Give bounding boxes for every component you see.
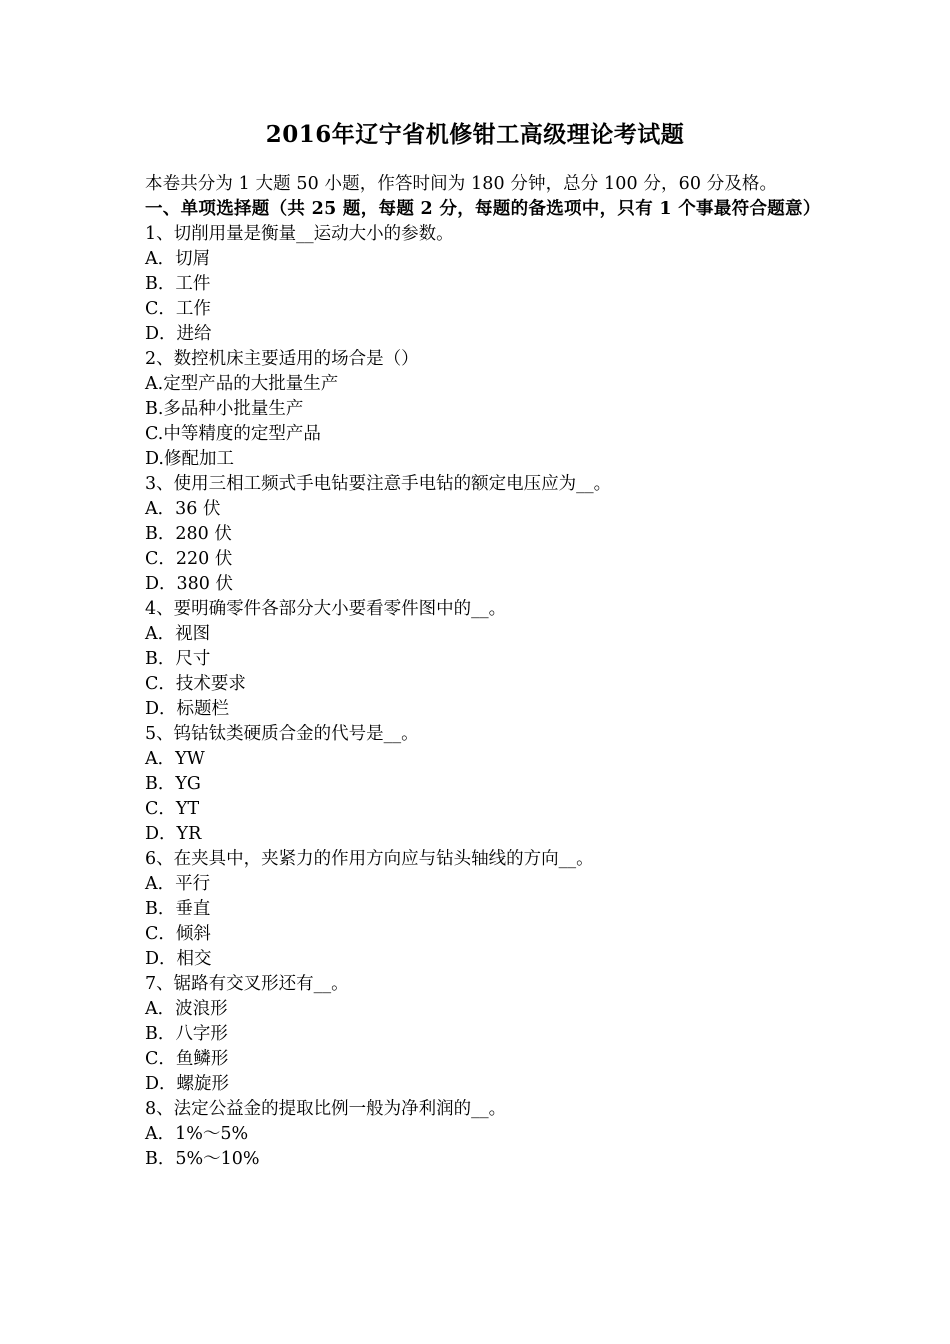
question-stem: 1、切削用量是衡量__运动大小的参数。 <box>145 224 454 244</box>
answer-option: A．YW <box>145 749 205 769</box>
answer-option: D．380 伏 <box>145 574 233 594</box>
exam-intro: 本卷共分为 1 大题 50 小题，作答时间为 180 分钟，总分 100 分，60 分及格。 <box>145 174 778 194</box>
answer-option: A．波浪形 <box>145 999 228 1019</box>
answer-option: B．垂直 <box>145 899 211 919</box>
answer-option: D.修配加工 <box>145 449 234 469</box>
question-stem: 3、使用三相工频式手电钻要注意手电钻的额定电压应为__。 <box>145 474 612 494</box>
answer-option: D．螺旋形 <box>145 1074 230 1094</box>
answer-option: C．倾斜 <box>145 924 211 944</box>
answer-option: A.定型产品的大批量生产 <box>145 374 339 394</box>
answer-option: A．36 伏 <box>145 499 221 519</box>
question-block <box>145 1097 815 1172</box>
document-title: 2016年辽宁省机修钳工高级理论考试题 <box>265 121 685 148</box>
answer-option: B．工件 <box>145 274 211 294</box>
question-stem: 7、锯路有交叉形还有__。 <box>145 974 349 994</box>
answer-option: D．进给 <box>145 324 212 344</box>
question-list <box>145 222 815 1172</box>
question-stem: 5、钨钴钛类硬质合金的代号是__。 <box>145 724 419 744</box>
answer-option: B．尺寸 <box>145 649 211 669</box>
question-block <box>145 347 815 472</box>
answer-option: C．工作 <box>145 299 211 319</box>
answer-option: C．YT <box>145 799 200 819</box>
question-stem: 8、法定公益金的提取比例一般为净利润的__。 <box>145 1099 507 1119</box>
question-stem: 4、要明确零件各部分大小要看零件图中的__。 <box>145 599 507 619</box>
question-block <box>145 222 815 347</box>
document-body <box>145 172 821 1172</box>
answer-option: C．220 伏 <box>145 549 233 569</box>
answer-option: B．八字形 <box>145 1024 228 1044</box>
answer-option: A．1%～5% <box>145 1124 249 1144</box>
question-stem: 6、在夹具中，夹紧力的作用方向应与钻头轴线的方向__。 <box>145 849 594 869</box>
answer-option: B．280 伏 <box>145 524 232 544</box>
answer-option: A．平行 <box>145 874 211 894</box>
answer-option: A．切屑 <box>145 249 211 269</box>
answer-option: C.中等精度的定型产品 <box>145 424 321 444</box>
answer-option: D．相交 <box>145 949 212 969</box>
section-heading: 一、单项选择题（共 25 题，每题 2 分，每题的备选项中，只有 1 个事最符合题意） <box>145 199 821 219</box>
answer-option: B．5%～10% <box>145 1149 260 1169</box>
question-block <box>145 847 815 972</box>
question-stem: 2、数控机床主要适用的场合是（） <box>145 349 419 369</box>
answer-option: A．视图 <box>145 624 211 644</box>
answer-option: B．YG <box>145 774 201 794</box>
question-block <box>145 472 815 597</box>
question-block <box>145 597 815 722</box>
question-block <box>145 972 815 1097</box>
answer-option: B.多品种小批量生产 <box>145 399 304 419</box>
answer-option: D．YR <box>145 824 202 844</box>
answer-option: D．标题栏 <box>145 699 230 719</box>
answer-option: C．技术要求 <box>145 674 246 694</box>
question-block <box>145 722 815 847</box>
answer-option: C．鱼鳞形 <box>145 1049 229 1069</box>
